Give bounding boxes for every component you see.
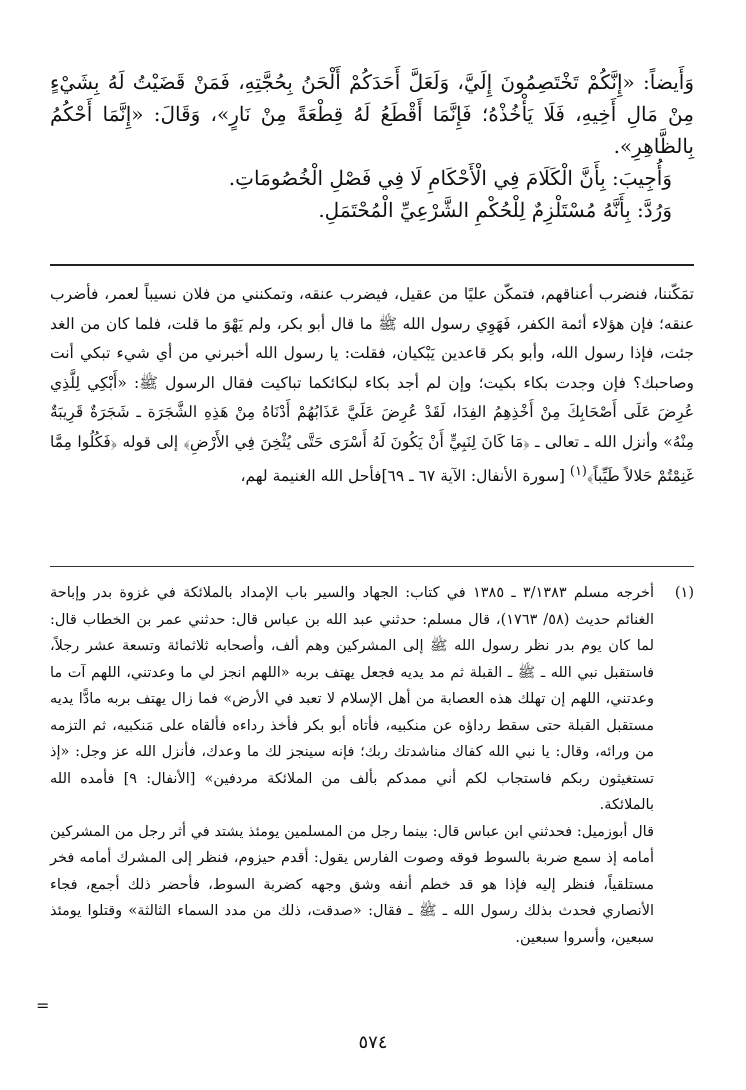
main-paragraph-3: وَرُدَّ: بِأَنَّهُ مُسْتَلْزِمٌ لِلْحُكْمِ الشَّرْعِيِّ الْمُحْتَمَلِ.: [318, 198, 672, 222]
commentary-paragraph: [50, 280, 694, 492]
footnote-number: (١): [674, 585, 694, 601]
commentary-block: [50, 280, 694, 492]
main-paragraph-1: وَأَيضاً: «إِنَّكُمْ تَخْتَصِمُونَ إِلَيَّ، وَلَعَلَّ أَحَدَكُمْ أَلْحَنُ بِحُجَّتِهِ، فَمَنْ قَضَيْتُ لَهُ بِشَيْءٍ مِنْ مَالِ أَخِيهِ، فَلَا يَأْخُذْهُ؛ فَإِنَّمَا أَقْطَعُ لَهُ قِطْعَةً مِنْ نَارٍ»، وَقَالَ: «إِنَّمَا أَحْكُمُ بِالظَّاهِرِ».: [50, 70, 694, 158]
continuation-mark: =: [36, 996, 50, 1015]
main-text-block: [50, 66, 694, 226]
section-divider: [50, 264, 694, 266]
page-number: ٥٧٤: [358, 1032, 388, 1053]
footnote-divider: [50, 566, 694, 567]
footnote-reference: (١): [569, 464, 587, 479]
footnote-entry: [50, 580, 694, 951]
footnote-paragraph-1: أخرجه مسلم ٣/١٣٨٣ ـ ١٣٨٥ في كتاب: الجهاد والسير باب الإمداد بالملائكة في غزوة بدر وإباحة الغنائم حديث (٥٨/ ١٧٦٣)، قال مسلم: حدثني عبد الله بن عباس قال: حدثني عمر بن الخطاب قال: لما كان يوم بدر نظر رسول الله ﷺ إلى المشركين وهم ألف، وأصحابه ثلاثمائة وتسعة عشر رجلاً، فاستقبل نبي الله ـ ﷺ ـ القبلة ثم مد يديه فجعل يهتف بربه «اللهم انجز لي ما وعدتني، اللهم آت ما وعدتني، اللهم إن تهلك هذه العصابة من أهل الإسلام لا تعبد في الأرض» فما زال يهتف بربه مادًّا يديه مستقبل القبلة حتى سقط رداؤه عن منكبيه، فأتاه أبو بكر فأخذ رداءه فألقاه على مَنكبيه، ثم التزمه من ورائه، وقال: يا نبي الله كفاك مناشدتك ربك؛ فإنه سينجز لك ما وعدك، فأنزل الله عز وجل: «إذ تستغيثون ربكم فاستجاب لكم أني ممدكم بألف من الملائكة مردفين» [الأنفال: ٩] فأمده الله بالملائكة.: [50, 585, 654, 813]
commentary-text: تمَكّننا، فنضرب أعناقهم، فتمكّن عليًا من عقيل، فيضرب عنقه، وتمكنني من فلان نسيباً لعمر، فأضرب عنقه؛ فإن هؤلاء أئمة الكفر، فَهَوِي رسول الله ﷺ ما قال أبو بكر، ولم يَهْوَ ما قلت، فلما كان من الغد جئت، فإذا رسول الله، وأبو بكر قاعدين يَبْكيان، فقلت: يا رسول الله أخبرني من أي شيء تبكي أنت وصاحبك؟ فإن وجدت بكاء بكيت؛ وإن لم أجد بكاء لبكائكما تباكيت فقال الرسول ﷺ: «أَبْكِي لِلَّذِي عُرِضَ عَلَى أَصْحَابِكَ مِنْ أَخْذِهِمُ الفِدَا، لَقَدْ عُرِضَ عَلَيَّ عَذَابُهُمْ أَدْنَاهُ مِنْ هَذِهِ الشَّجَرَة ـ شَجَرَةٌ قَرِيبَةٌ مِنْهُ» وأنزل الله ـ تعالى ـ ﴿مَا كَانَ لِنَبِيٍّ أَنْ يَكُونَ لَهُ أَسْرَى حَتَّى يُثْخِنَ فِي الأَرْضِ﴾ إلى قوله ﴿فَكُلُوا مِمَّا غَنِمْتُمْ حَلالاً طَيِّباً﴾: [50, 285, 694, 486]
commentary-citation: [سورة الأنفال: الآية ٦٧ ـ ٦٩]فأحل الله الغنيمة لهم،: [240, 467, 565, 486]
footnote-body: [50, 580, 654, 951]
footnote-block: [50, 580, 694, 951]
footnote-paragraph-2: قال أبوزميل: فحدثني ابن عباس قال: بينما رجل من المسلمين يومئذ يشتد في أثر رجل من المشركين أمامه إذ سمع ضربة بالسوط فوقه وصوت الفارس يقول: أقدم حيزوم، فنظر إلى المشرك أمامه فخر مستلقياً، فنظر إليه فإذا هو قد خطم أنفه وشق وجهه كضربة السوط، فأحضر ذلك أجمع، فجاء الأنصاري فحدث بذلك رسول الله ـ ﷺ ـ فقال: «صدقت، ذلك من مدد السماء الثالثة» وقتلوا يومئذ سبعين، وأسروا سبعين.: [50, 823, 654, 946]
main-paragraph-2: وَأُجِيبَ: بِأَنَّ الْكَلَامَ فِي الْأَحْكَامِ لَا فِي فَصْلِ الْخُصُومَاتِ.: [228, 166, 672, 190]
